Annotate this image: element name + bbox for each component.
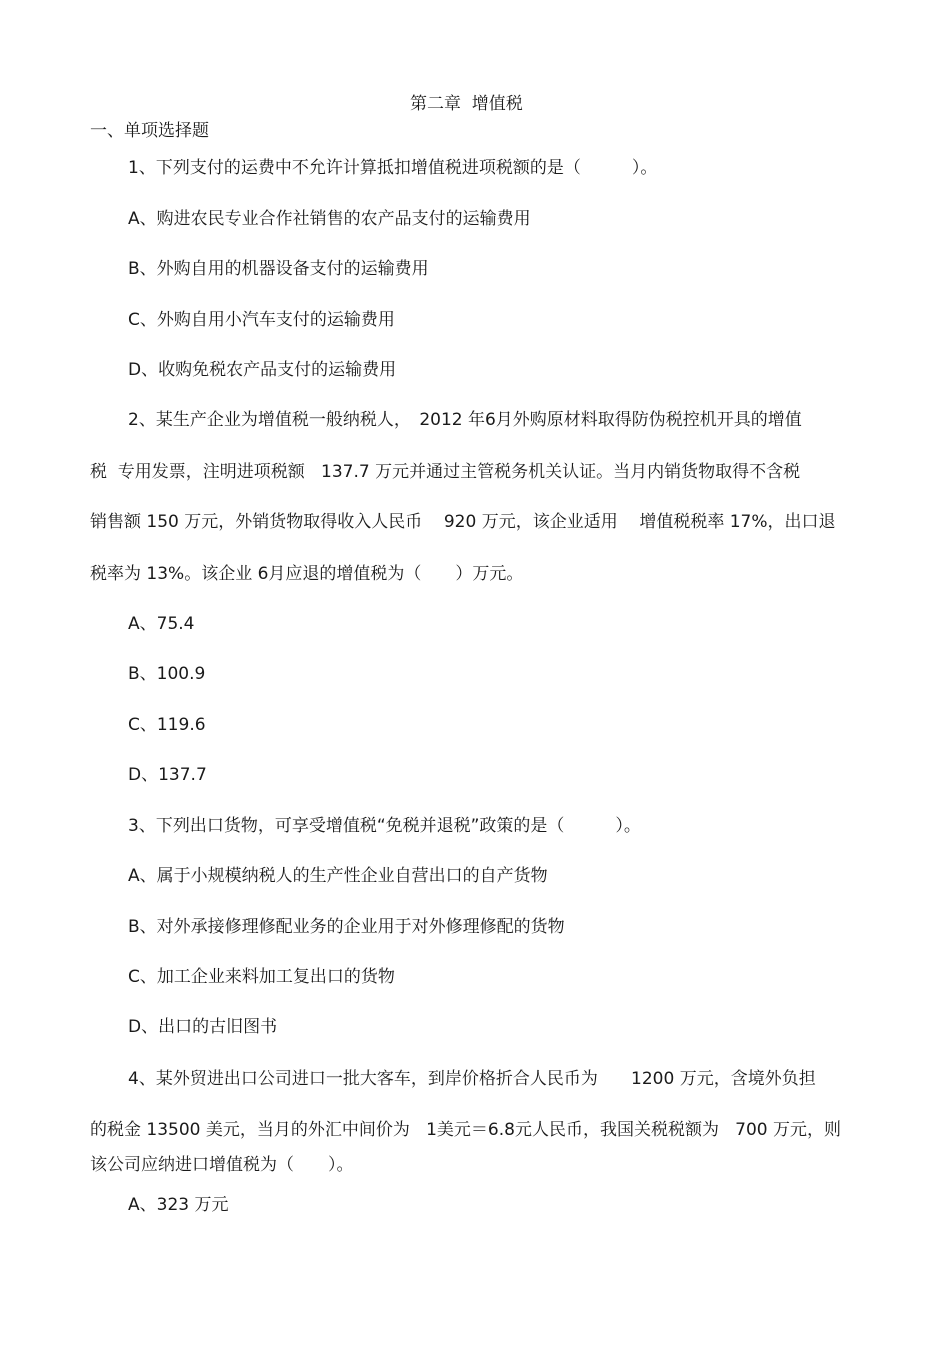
question-4-stem-line-1: 4、某外贸进出口公司进口一批大客车，到岸价格折合人民币为 1200 万元，含境外负担	[128, 1069, 816, 1089]
question-2-option-a: A、75.4	[128, 614, 195, 634]
question-2-stem-line-1: 2、某生产企业为增值税一般纳税人， 2012 年6月外购原材料取得防伪税控机开具的增值	[128, 410, 802, 430]
question-3-option-c: C、加工企业来料加工复出口的货物	[128, 967, 395, 987]
question-2-option-c: C、119.6	[128, 715, 206, 735]
question-2-stem-line-3: 销售额 150 万元，外销货物取得收入人民币 920 万元，该企业适用 增值税税率 17%，出口退	[90, 512, 836, 532]
question-4-stem-line-3: 该公司应纳进口增值税为（ ）。	[90, 1155, 354, 1175]
question-2-option-b: B、100.9	[128, 664, 206, 684]
question-1-option-c: C、外购自用小汽车支付的运输费用	[128, 310, 395, 330]
question-4-stem-line-2: 的税金 13500 美元，当月的外汇中间价为 1美元＝6.8元人民币，我国关税税额为 700 万元，则	[90, 1120, 842, 1140]
question-2-stem-line-4: 税率为 13%。该企业 6月应退的增值税为（ ）万元。	[90, 564, 524, 584]
section-heading: 一、单项选择题	[90, 121, 209, 141]
question-1-option-d: D、收购免税农产品支付的运输费用	[128, 360, 397, 380]
question-1-stem: 1、下列支付的运费中不允许计算抵扣增值税进项税额的是（ ）。	[128, 158, 658, 178]
question-3-option-b: B、对外承接修理修配业务的企业用于对外修理修配的货物	[128, 917, 565, 937]
question-2-option-d: D、137.7	[128, 765, 207, 785]
chapter-title: 第二章 增值税	[410, 94, 523, 114]
question-3-option-a: A、属于小规模纳税人的生产性企业自营出口的自产货物	[128, 866, 548, 886]
question-3-option-d: D、出口的古旧图书	[128, 1017, 278, 1037]
question-2-stem-line-2: 税 专用发票，注明进项税额 137.7 万元并通过主管税务机关认证。当月内销货物取得不含税	[90, 462, 801, 482]
question-4-option-a: A、323 万元	[128, 1195, 229, 1215]
question-1-option-a: A、购进农民专业合作社销售的农产品支付的运输费用	[128, 209, 531, 229]
question-1-option-b: B、外购自用的机器设备支付的运输费用	[128, 259, 429, 279]
question-3-stem: 3、下列出口货物，可享受增值税“免税并退税”政策的是（ ）。	[128, 816, 641, 836]
